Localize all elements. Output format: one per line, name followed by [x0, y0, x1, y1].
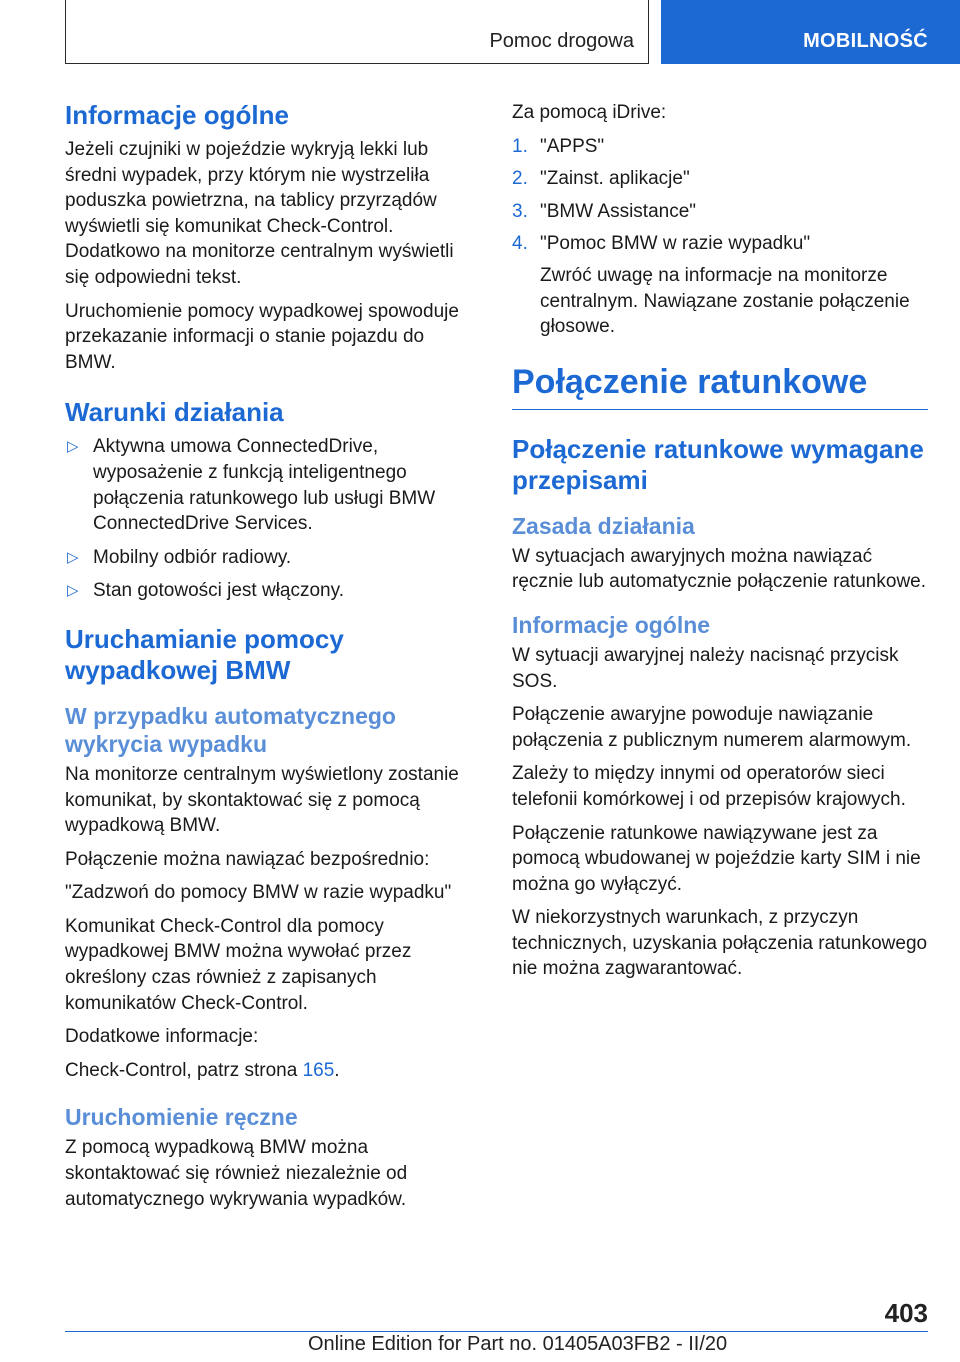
conditions-heading: Warunki działania	[65, 397, 284, 428]
header-section-title: Pomoc drogowa	[489, 30, 634, 52]
manual-paragraph-1: Z pomocą wypadkową BMW można skontaktować się również niezależnie od automatycznego wykrywania wypadków.	[65, 1137, 408, 1210]
step-item: 2. "Zainst. aplikacje"	[512, 168, 690, 190]
conditions-list-item: ▷ Stan gotowości jest włączony.	[65, 578, 479, 604]
footer-edition: Online Edition for Part no. 01405A03FB2 - II/20	[308, 1333, 728, 1355]
emergency-call-title-block	[512, 362, 928, 410]
legal-emergency-heading: Połączenie ratunkowe wymagane przepisami	[512, 433, 924, 495]
auto-paragraph-4: Komunikat Check-Control dla pomocy wypadkowej BMW można wywołać przez określony czas również z zapisanych komunikatów Check-Control.	[65, 915, 412, 1014]
step-item: 3. "BMW Assistance"	[512, 200, 697, 222]
triangle-bullet-icon: ▷	[67, 548, 79, 566]
conditions-list-item: ▷ Mobilny odbiór radiowy.	[65, 545, 479, 571]
triangle-bullet-icon: ▷	[67, 438, 79, 456]
emergency-info-paragraph-5: W niekorzystnych warunkach, z przyczyn technicznych, uzyskania połączenia ratunkowego nie można zagwarantować.	[512, 907, 928, 980]
auto-paragraph-6: Check-Control, patrz strona 165.	[65, 1059, 340, 1081]
auto-paragraph-3: "Zadzwoń do pomocy BMW w razie wypadku"	[65, 882, 452, 904]
auto-detection-heading: W przypadku automatycznego wykrycia wypadku	[65, 702, 396, 757]
emergency-info-heading: Informacje ogólne	[512, 611, 711, 638]
step-item: 1. "APPS"	[512, 135, 605, 157]
auto-paragraph-1: Na monitorze centralnym wyświetlony zostanie komunikat, by skontaktować się z pomocą wypadkową BMW.	[65, 763, 459, 837]
header-section-box	[65, 0, 649, 64]
manual-start-heading: Uruchomienie ręczne	[65, 1104, 298, 1131]
auto-paragraph-5: Dodatkowe informacje:	[65, 1026, 259, 1048]
principle-heading: Zasada działania	[512, 512, 695, 539]
start-assistance-heading: Uruchamianie pomocy wypadkowej BMW	[65, 623, 344, 685]
step-note: Zwróć uwagę na informacje na monitorze centralnym. Nawiązane zostanie połączenie głosowe.	[540, 264, 910, 338]
general-info-paragraph-1: Jeżeli czujniki w pojeździe wykryją lekki lub średni wypadek, przy którym nie wystrzeliła poduszka powietrzna, na tablicy przyrządów wyświetli się komunikat Check-Control. Dodatkowo na monitorze centralnym wyświetli się odpowiedni tekst.	[65, 139, 454, 288]
page-reference-link[interactable]: 165	[302, 1059, 335, 1081]
auto-paragraph-2: Połączenie można nawiązać bezpośrednio:	[65, 848, 430, 870]
emergency-info-paragraph-1: W sytuacji awaryjnej należy nacisnąć przycisk SOS.	[512, 644, 899, 692]
general-info-heading: Informacje ogólne	[65, 100, 289, 130]
footer-divider	[65, 1331, 928, 1332]
left-column	[65, 100, 479, 1220]
emergency-call-title: Połączenie ratunkowe	[512, 362, 868, 401]
header-chapter-tab	[661, 0, 960, 64]
header-chapter-title: MOBILNOŚĆ	[803, 30, 928, 52]
idrive-intro: Za pomocą iDrive:	[512, 102, 667, 123]
emergency-info-paragraph-4: Połączenie ratunkowe nawiązywane jest za pomocą wbudowanej w pojeździe karty SIM i nie można go wyłączyć.	[512, 822, 921, 895]
principle-paragraph: W sytuacjach awaryjnych można nawiązać ręcznie lub automatycznie połączenie ratunkowe.	[512, 545, 927, 593]
idrive-steps-list	[512, 134, 928, 340]
step-item: 4. "Pomoc BMW w razie wypadku" Zwróć uwagę na informacje na monitorze centralnym. Nawiązane zostanie połączenie głosowe.	[512, 231, 928, 339]
conditions-list-item: ▷ Aktywna umowa ConnectedDrive, wyposażenie z funkcją inteligentnego połączenia ratunkowego lub usługi BMW ConnectedDrive Services.	[67, 436, 436, 535]
conditions-list	[65, 434, 479, 604]
emergency-info-paragraph-2: Połączenie awaryjne powoduje nawiązanie połączenia z publicznym numerem alarmowym.	[512, 704, 912, 751]
right-column	[512, 100, 928, 990]
general-info-paragraph-2: Uruchomienie pomocy wypadkowej spowoduje przekazanie informacji o stanie pojazdu do BMW.	[65, 300, 459, 373]
triangle-bullet-icon: ▷	[67, 582, 79, 600]
emergency-info-paragraph-3: Zależy to między innymi od operatorów sieci telefonii komórkowej i od przepisów krajowych.	[512, 763, 906, 810]
page-number: 403	[884, 1298, 928, 1328]
